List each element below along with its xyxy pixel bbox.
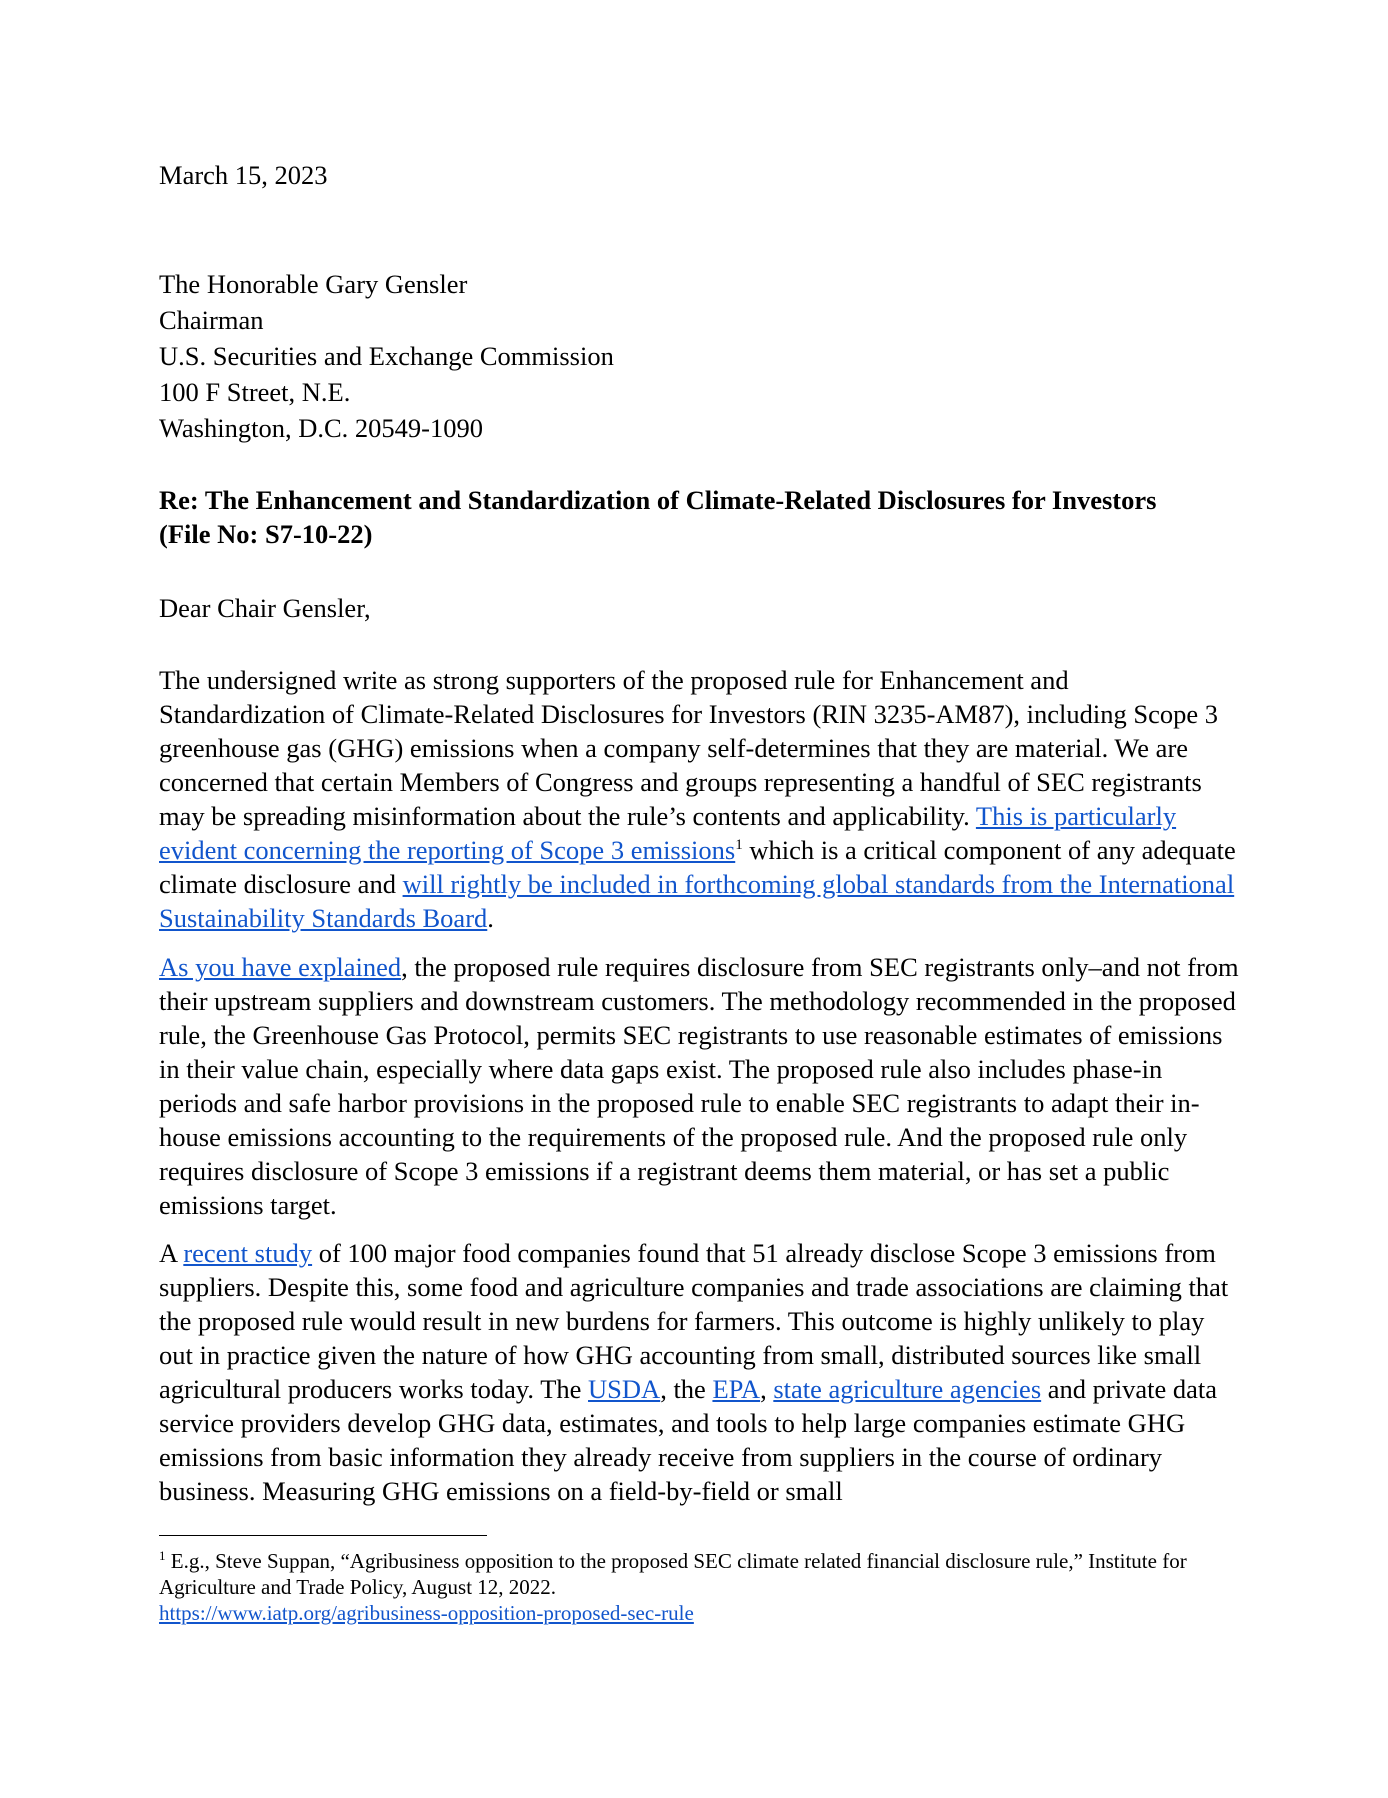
paragraph-1: [159, 663, 1239, 935]
subject-line: [159, 483, 1239, 551]
footnote-url-link[interactable]: https://www.iatp.org/agribusiness-opposition-proposed-sec-rule: [159, 1601, 694, 1625]
subject-title: Re: The Enhancement and Standardization of Climate-Related Disclosures for Investors: [159, 485, 1157, 515]
paragraph-text: .: [487, 903, 494, 933]
paragraph-text: which is a critical component of any adequate climate disclosure and: [159, 835, 1236, 899]
paragraph-text: The undersigned write as strong supporters of the proposed rule for Enhancement and Standardization of Climate-Related Disclosures for Investors (RIN 3235-AM87), including Scope 3 greenhouse gas (GHG) emissions when a company self-determines that they are material. We are concerned that certain Members of Congress and groups representing a handful of SEC registrants may be spreading misinformation about the rule’s contents and applicability.: [159, 665, 1219, 831]
footnote-reference: 1: [735, 837, 743, 854]
as-you-have-explained-link[interactable]: As you have explained: [159, 952, 402, 982]
footnote-text: [159, 1548, 1239, 1600]
state-agriculture-agencies-link[interactable]: state agriculture agencies: [773, 1374, 1042, 1404]
letter-date: March 15, 2023: [159, 160, 328, 190]
footnote-citation: E.g., Steve Suppan, “Agribusiness opposition to the proposed SEC climate related financial disclosure rule,” Institute for Agriculture and Trade Policy, August 12, 2022.: [159, 1549, 1187, 1599]
usda-link[interactable]: USDA: [588, 1374, 661, 1404]
paragraph-text: A: [159, 1238, 184, 1268]
paragraph-3: [159, 1236, 1239, 1508]
recipient-address: [159, 266, 1239, 446]
footnote-number: 1: [159, 1548, 166, 1563]
paragraph-text: , the: [660, 1374, 713, 1404]
subject-file-number: (File No: S7-10-22): [159, 519, 373, 549]
recent-study-link[interactable]: recent study: [183, 1238, 313, 1268]
paragraph-2: [159, 950, 1239, 1222]
paragraph-text: of 100 major food companies found that 51 already disclose Scope 3 emissions from suppliers. Despite this, some food and agriculture companies and trade associations are claiming that the proposed rule would result in new burdens for farmers. This outcome is highly unlikely to play out in practice given the nature of how GHG accounting from small, distributed sources like small agricultural producers works today. The: [159, 1238, 1229, 1404]
recipient-street: 100 F Street, N.E.: [159, 377, 351, 407]
recipient-name: The Honorable Gary Gensler: [159, 269, 468, 299]
paragraph-text: ,: [760, 1374, 774, 1404]
recipient-title: Chairman: [159, 305, 264, 335]
footnote-divider: [159, 1535, 487, 1536]
paragraph-text: , the proposed rule requires disclosure from SEC registrants only–and not from their upstream suppliers and downstream customers. The methodology recommended in the proposed rule, the Greenhouse Gas Protocol, permits SEC registrants to use reasonable estimates of emissions in their value chain, especially where data gaps exist. The proposed rule also includes phase-in periods and safe harbor provisions in the proposed rule to enable SEC registrants to adapt their in-house emissions accounting to the requirements of the proposed rule. And the proposed rule only requires disclosure of Scope 3 emissions if a registrant deems them material, or has set a public emissions target.: [159, 952, 1239, 1220]
salutation: Dear Chair Gensler,: [159, 593, 371, 623]
recipient-city: Washington, D.C. 20549-1090: [159, 413, 483, 443]
epa-link[interactable]: EPA: [712, 1374, 761, 1404]
scope3-evidence-link[interactable]: This is particularly evident concerning the reporting of Scope 3 emissions: [159, 801, 1177, 865]
paragraph-text: and private data service providers develop GHG data, estimates, and tools to help large companies estimate GHG emissions from basic information they already receive from suppliers in the course of ordinary business. Measuring GHG emissions on a field-by-field or small: [159, 1374, 1217, 1506]
recipient-organization: U.S. Securities and Exchange Commission: [159, 341, 614, 371]
issb-standards-link[interactable]: will rightly be included in forthcoming global standards from the International Sustainability Standards Board: [159, 869, 1235, 933]
footnote: [159, 1548, 1239, 1626]
